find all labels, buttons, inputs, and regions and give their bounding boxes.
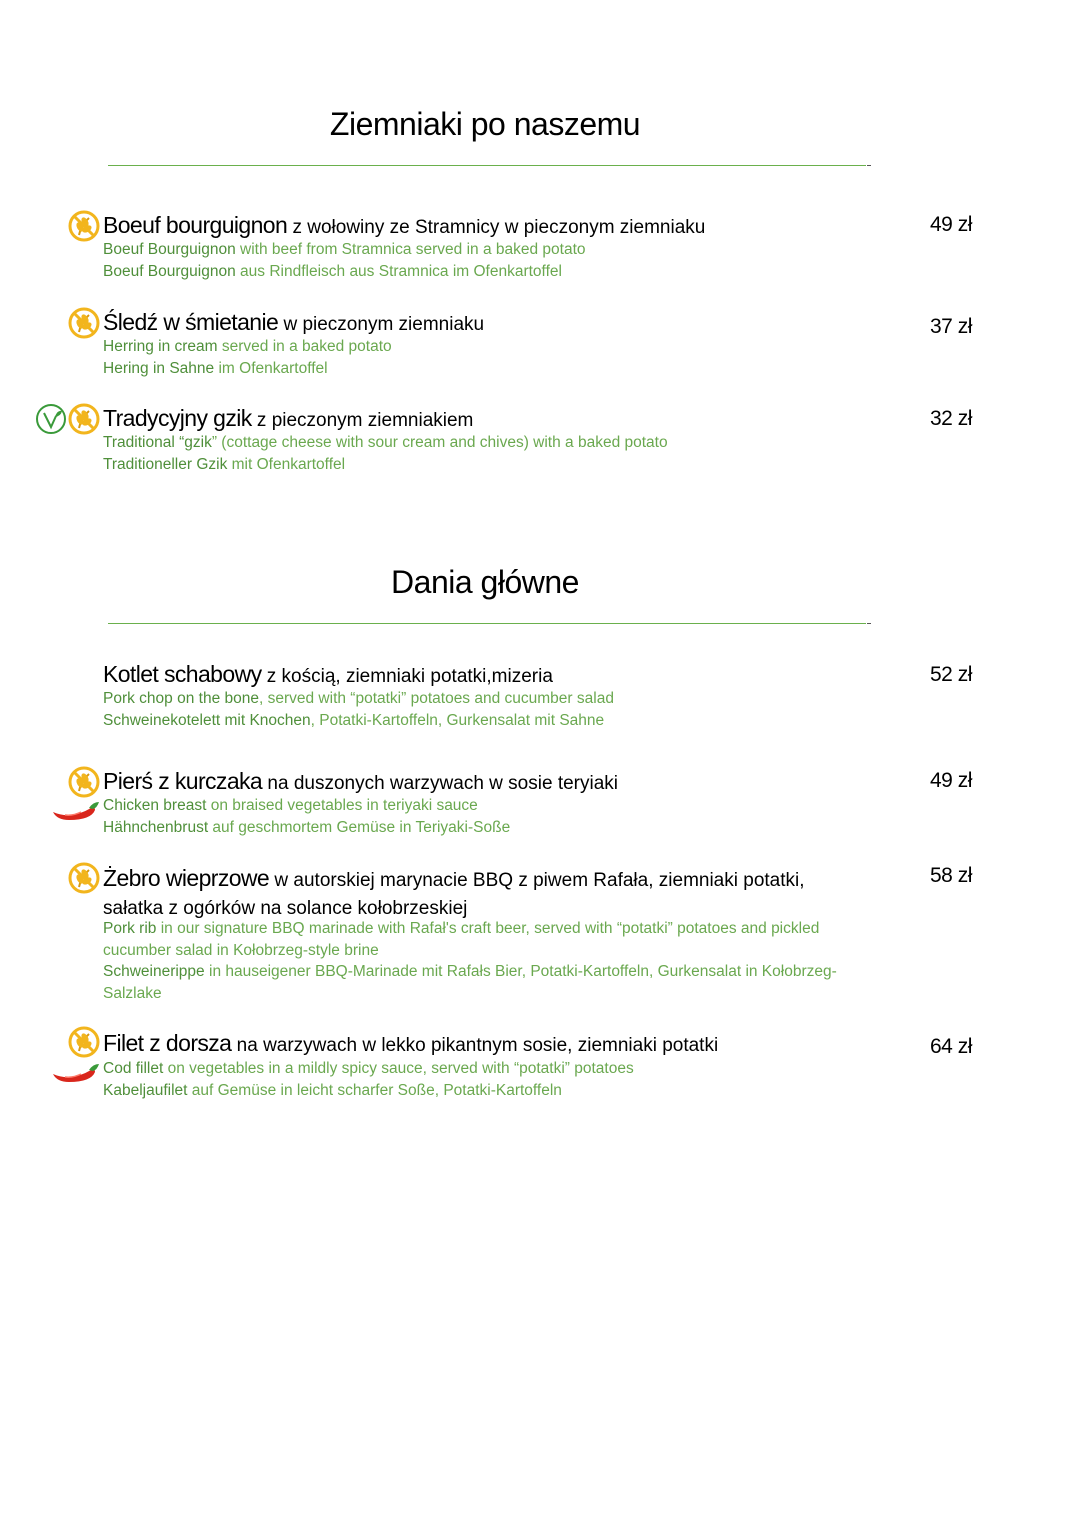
item-name-en: Cod fillet: [103, 1060, 164, 1077]
item-price: 32 zł: [930, 407, 972, 430]
item-name-de: Kabeljaufilet: [103, 1082, 188, 1099]
item-description-en: , served with “potatki” potatoes and cucumber salad: [258, 690, 614, 707]
item-name-de: Boeuf Bourguignon: [103, 263, 236, 280]
item-name-de: Traditioneller Gzik: [103, 456, 228, 473]
gluten-free-icon: [67, 861, 101, 895]
item-description: w pieczonym ziemniaku: [278, 314, 485, 335]
item-price: 52 zł: [930, 663, 972, 686]
item-description: z pieczonym ziemniakiem: [251, 410, 474, 431]
item-price: 49 zł: [930, 213, 972, 236]
item-name-de: Schweinerippe: [103, 963, 205, 980]
item-name-en: Boeuf Bourguignon: [103, 241, 236, 258]
section-title-ziemniaki: Ziemniaki po naszemu: [329, 106, 641, 142]
section-divider: [108, 165, 866, 166]
item-name-de: Hähnchenbrust: [103, 819, 209, 836]
item-name-en: Pork chop on the bone: [103, 690, 259, 707]
item-price: 58 zł: [930, 864, 972, 887]
item-description-en: ” (cottage cheese with sour cream and chives) with a baked potato: [211, 434, 668, 451]
item-description-en: on braised vegetables in teriyaki sauce: [206, 797, 478, 814]
item-description-de: in hauseigener BBQ-Marinade mit Rafałs Bier, Potatki-Kartoffeln, Gurkensalat in Kołobrzeg-Salzlake: [103, 963, 837, 1002]
gluten-free-icon: [67, 765, 101, 799]
chili-pepper-icon: [51, 1060, 101, 1086]
gluten-free-icon: [67, 306, 101, 340]
item-name: Boeuf bourguignon: [103, 212, 288, 238]
item-price: 37 zł: [930, 315, 972, 338]
item-name-en: Chicken breast: [103, 797, 207, 814]
item-description-de: auf geschmortem Gemüse in Teriyaki-Soße: [208, 819, 511, 836]
item-name: Żebro wieprzowe: [103, 865, 270, 891]
item-name-en: Pork rib: [103, 920, 157, 937]
item-description: z wołowiny ze Stramnicy w pieczonym ziemniaku: [287, 217, 706, 238]
item-name: Pierś z kurczaka: [103, 768, 263, 794]
item-price: 64 zł: [930, 1035, 972, 1058]
vegetarian-icon: [35, 403, 67, 435]
item-description-en: served in a baked potato: [217, 338, 392, 355]
item-description: w autorskiej marynacie BBQ z piwem Rafała, ziemniaki potatki, sałatka z ogórków na solance kołobrzeskiej: [103, 870, 805, 919]
item-description-en: on vegetables in a mildly spicy sauce, served with “potatki” potatoes: [163, 1060, 634, 1077]
item-description-de: im Ofenkartoffel: [214, 360, 328, 377]
item-description: z kością, ziemniaki potatki,mizeria: [261, 666, 553, 687]
item-description-en: with beef from Stramnica served in a baked potato: [235, 241, 586, 258]
item-name: Śledź w śmietanie: [103, 309, 279, 335]
gluten-free-icon: [67, 402, 101, 436]
item-description: na warzywach w lekko pikantnym sosie, ziemniaki potatki: [231, 1035, 719, 1056]
item-description: na duszonych warzywach w sosie teryiaki: [262, 773, 618, 794]
chili-pepper-icon: [51, 798, 101, 824]
gluten-free-icon: [67, 209, 101, 243]
item-description-en: in our signature BBQ marinade with Rafał's craft beer, served with “potatki” potatoes and pickled cucumber salad in Kołobrzeg-style brine: [103, 920, 820, 959]
item-price: 49 zł: [930, 769, 972, 792]
item-name: Filet z dorsza: [103, 1030, 232, 1056]
item-name-en: Traditional “gzik: [103, 434, 212, 451]
section-title-dania: Dania główne: [391, 564, 579, 600]
item-name-en: Herring in cream: [103, 338, 218, 355]
item-name: Kotlet schabowy: [103, 661, 262, 687]
item-description-de: mit Ofenkartoffel: [227, 456, 346, 473]
gluten-free-icon: [67, 1025, 101, 1059]
item-description-de: auf Gemüse in leicht scharfer Soße, Potatki-Kartoffeln: [187, 1082, 562, 1099]
section-divider: [108, 623, 866, 624]
item-name-de: Schweinekotelett mit Knochen: [103, 712, 311, 729]
item-description-de: aus Rindfleisch aus Stramnica im Ofenkartoffel: [235, 263, 562, 280]
item-name: Tradycyjny gzik: [103, 405, 252, 431]
item-description-de: , Potatki-Kartoffeln, Gurkensalat mit Sahne: [310, 712, 605, 729]
item-name-de: Hering in Sahne: [103, 360, 215, 377]
